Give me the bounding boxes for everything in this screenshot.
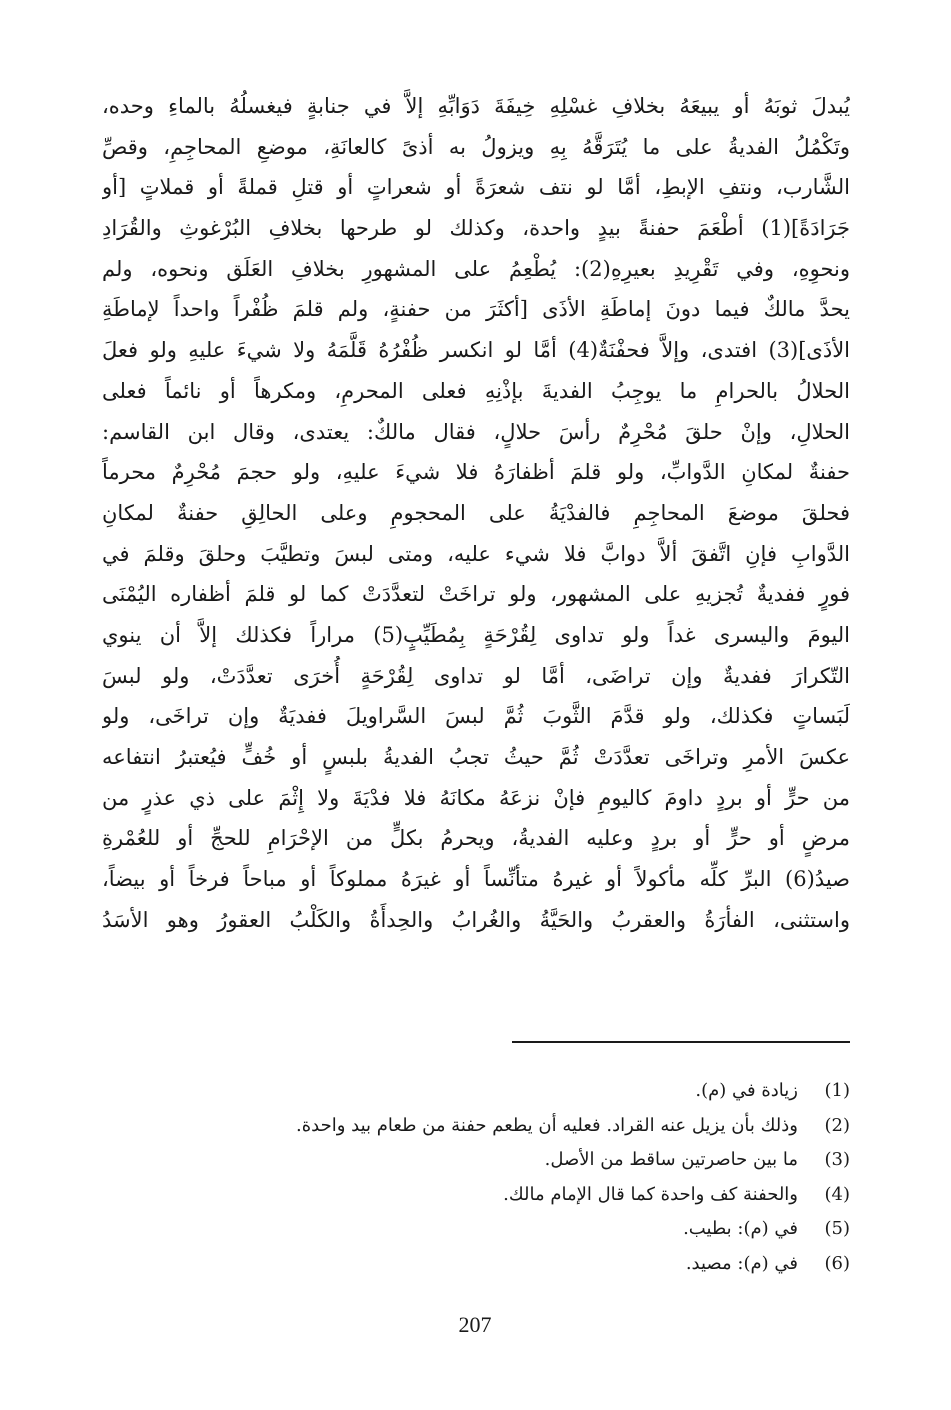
text-line: التّكرارَ ففديةٌ وإن تراضَى، أمَّا لو تداوى لِقُرْحَةٍ أُخرَى تعدَّدَتْ، ولو لبسَ [102, 663, 850, 688]
text-line: جَرَادَةً](1) أطْعَمَ حفنةً بيدٍ واحدة، وكذلك لو طرحها بخلافِ البُرْغوثِ والقُرَادِ [102, 216, 850, 241]
text-line: ونحوِهِ، وفي تَقْرِيدِ بعيرِهِ(2): يُطْعِمُ على المشهورِ بخلافِ العَلَق ونحوه، ولم [102, 256, 850, 281]
footnote-number: (2) [824, 1114, 850, 1136]
text-line: الأذَى](3) افتدى، وإلاَّ فحفْنَةٌ(4) أمَّا لو انكسر ظُفْرُهُ قَلَّمَهُ ولا شيءَ عليهِ ولو فعلَ [102, 338, 850, 363]
footnote-text: والحفنة كف واحدة كما قال الإمام مالك. [503, 1183, 798, 1205]
text-line: الشَّارب، ونتفِ الإبطِ، أمَّا لو نتف شعرَةً أو شعراتٍ أو قتلِ قملةً أو قملاتٍ [أو [102, 175, 850, 200]
footnote-text: في (م): بطيب. [683, 1218, 798, 1240]
footnote-item [150, 1143, 850, 1178]
footnote-separator [512, 1041, 850, 1043]
text-line: فورٍ ففديةٌ تُجزيهِ على المشهور، ولو تراخَتْ لتعدَّدَتْ كما لو قلمَ أظفاره اليُمْنَى [102, 582, 850, 607]
text-line: صيدُ(6) البرِّ كلِّه مأكولاً أو غيرهُ متأنِّساً أو غيرَهُ مملوكاً أو مباحاً فرخاً أو بيضاً، [102, 867, 850, 892]
footnote-text: وذلك بأن يزيل عنه القراد. فعليه أن يطعم حفنة من طعام بيد واحدة. [296, 1114, 798, 1136]
footnote-item [150, 1212, 850, 1247]
footnote-number: (4) [824, 1183, 850, 1205]
main-text [102, 86, 850, 940]
footnote-item [150, 1178, 850, 1213]
footnote-text: في (م): مصيد. [685, 1252, 798, 1274]
footnote-item [150, 1074, 850, 1109]
text-line: واستثنى، الفأرَةُ والعقربُ والحَيَّةُ والغُرابُ والحِدأَةُ والكَلْبُ العقورُ وهو الأسَدُ [102, 907, 850, 932]
text-line: يُبدلَ ثوبَهُ أو يبيعَهُ بخلافِ غسْلِهِ خِيفَةَ دَوَابِّهِ إلاَّ في جنابةٍ فيغسلُهُ بالماءِ وحده، [102, 94, 850, 118]
text-line: عكسَ الأمرِ وتراخَى تعدَّدَتْ ثُمَّ حيثُ تجبُ الفديةُ بلبسٍ أو خُفٍّ فيُعتبرُ انتفاعه [102, 745, 850, 769]
footnotes [150, 1074, 850, 1282]
footnote-item [150, 1247, 850, 1282]
footnote-text: ما بين حاصرتين ساقط من الأصل. [544, 1149, 798, 1171]
text-line: يحدَّ مالكٌ فيما دونَ إماطَةِ الأذَى [أكثَرَ من حفنةٍ، ولم قلمَ ظُفْراً واحداً لإماطَةِ [102, 297, 850, 322]
footnote-text: زيادة في (م). [695, 1080, 798, 1101]
text-line: لَبَساتٍ فكذلك، ولو قدَّمَ الثَّوبَ ثُمَّ لبسَ السَّراويلَ ففديَةٌ وإن تراخَى، ولو [102, 704, 850, 729]
footnote-number: (5) [824, 1218, 850, 1240]
text-line: فحلقَ موضعَ المحاجِمِ فالفدْيَةُ على المحجومِ وعلى الحالِقِ حفنةٌ لمكانِ [102, 500, 850, 525]
page-number: 207 [458, 1312, 492, 1337]
text-line: وتَكْمُلُ الفديةُ على ما يُتَرَقَّهُ بِهِ ويزولُ به أذىً كالعانَةِ، موضعِ المحاجِمِ، وقصِّ [102, 134, 850, 159]
footnote-item [150, 1109, 850, 1144]
footnote-number: (3) [824, 1149, 850, 1171]
text-line: مرضٍ أو حرٍّ أو بردٍ وعليه الفديةُ، ويحرمُ بكلٍّ من الإحْرَامِ للحجِّ أو للعُمْرةِ [102, 826, 850, 851]
text-line: حفنةٌ لمكانِ الدَّوابِّ، ولو قلمَ أظفارَهُ فلا شيءَ عليهِ، ولو حجمَ مُحْرِمٌ محرماً [102, 460, 850, 485]
text-line: من حرٍّ أو بردٍ داومَ كاليومِ فإنْ نزعَهُ مكانَهُ فلا فدْيَةَ ولا إِثْمَ على ذي عذرٍ من [102, 785, 850, 810]
text-line: الحلالِ، وإنْ حلقَ مُحْرِمٌ رأسَ حلالٍ، فقال مالكٌ: يعتدى، وقال ابن القاسم: [102, 419, 850, 444]
text-line: الدَّوابِ فإنِ اتَّفقَ ألاَّ دوابَّ فلا شيء عليه، ومتى لبسَ وتطيَّبَ وحلقَ وقلمَ في [102, 541, 850, 566]
footnote-number: (1) [824, 1080, 850, 1101]
footnote-number: (6) [824, 1252, 850, 1274]
text-line: الحلالُ بالحرامِ ما يوجِبُ الفديةَ بإذْنِهِ فعلى المحرمِ، ومكرهاً أو نائماً فعلى [102, 378, 850, 403]
text-line: اليومَ واليسرى غداً ولو تداوى لِقُرْحَةٍ بِمُطَيِّبٍ(5) مراراً فكذلك إلاَّ أن ينوي [102, 622, 850, 647]
